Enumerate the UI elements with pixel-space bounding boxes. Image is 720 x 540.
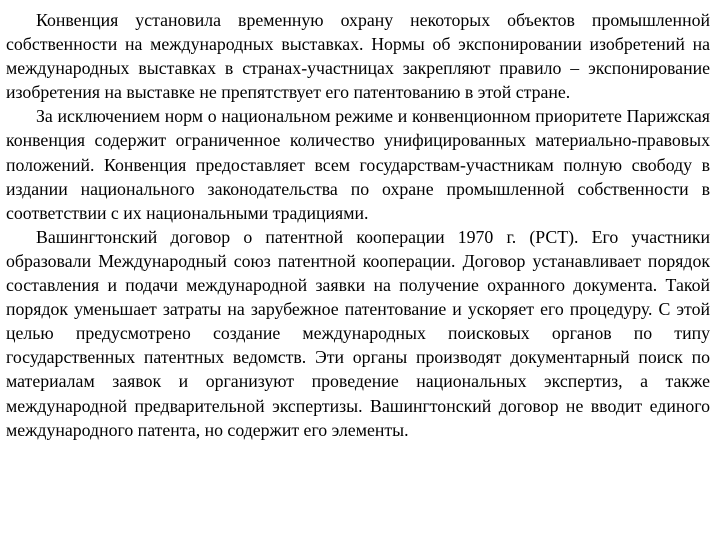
- paragraph-pct-treaty: Вашингтонский договор о патентной кооперации 1970 г. (РСТ). Его участники образовали Международный союз патентной кооперации. Договор устанавливает порядок составления и подачи международной заявки на получение охранного документа. Такой порядок уменьшает затраты на зарубежное патентование и ускоряет его процедуру. С этой целью предусмотрено создание международных поисковых органов по типу государственных патентных ведомств. Эти органы производят документарный поиск по материалам заявок и организуют проведение национальных экспертиз, а также международной предварительной экспертизы. Вашингтонский договор не вводит единого международного патента, но содержит его элементы.: [6, 226, 710, 440]
- paragraph-paris-convention: За исключением норм о национальном режиме и конвенционном приоритете Парижская конвенция содержит ограниченное количество унифицированных материально-правовых положений. Конвенция предоставляет всем государствам-участникам полную свободу в издании национального законодательства по охране промышленной собственности в соответствии с их национальными традициями.: [6, 106, 710, 223]
- paragraph-exhibition-protection: Конвенция установила временную охрану некоторых объектов промышленной собственности на международных выставках. Нормы об экспонировании изобретений на международных выставках в странах-участницах закрепляют правило – экспонирование изобретения на выставке не препятствует его патентованию в этой стране.: [6, 10, 710, 103]
- document-body: [6, 8, 710, 442]
